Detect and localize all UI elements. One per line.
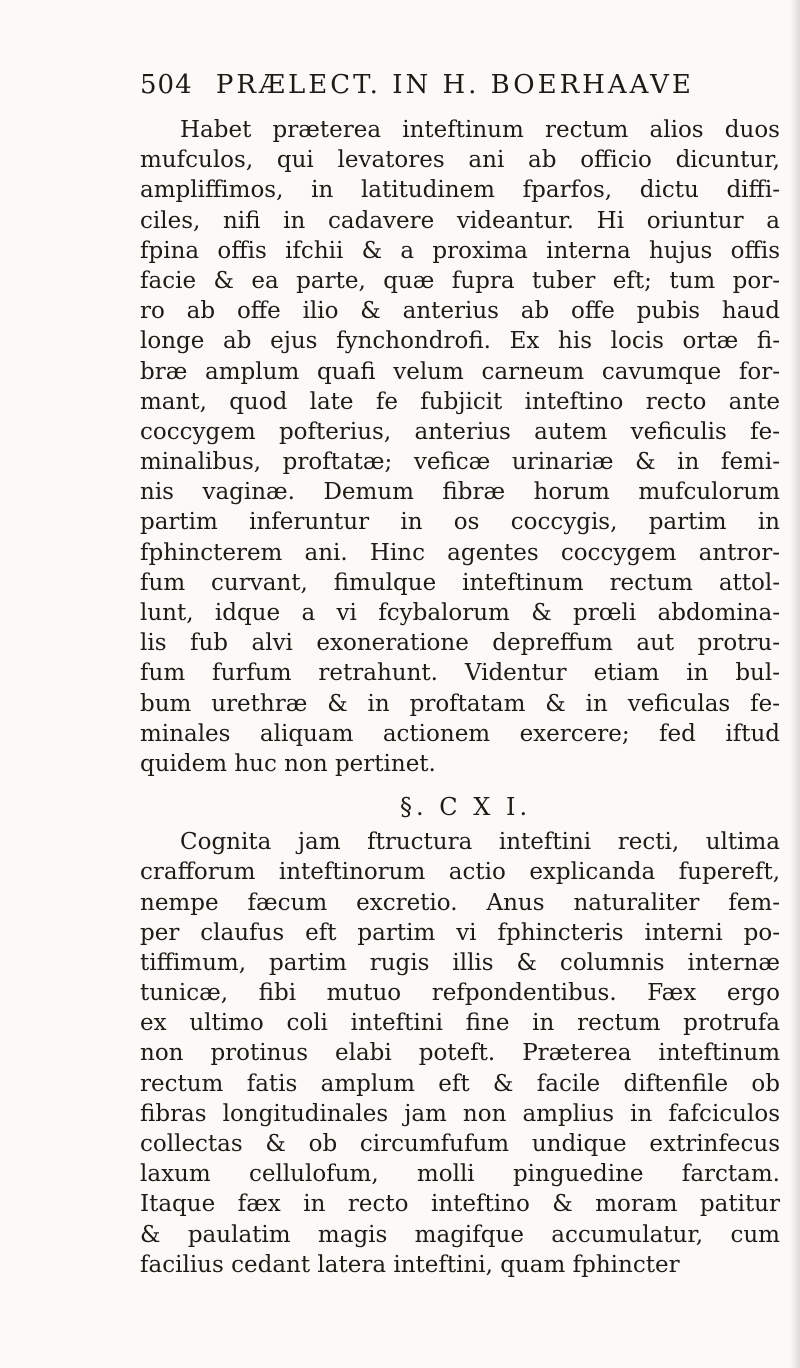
text-line: quidem huc non pertinet. [140, 750, 436, 777]
text-line: fibras longitudinales jam non amplius in fafciculos [140, 1100, 780, 1127]
text-line: Habet præterea inteftinum rectum alios duos [180, 117, 780, 143]
running-head [140, 70, 694, 100]
text-line: bum urethræ & in proftatam & in veficulas fe- [140, 690, 780, 717]
text-line: ro ab offe ilio & anterius ab offe pubis haud [140, 298, 780, 325]
text-line: facilius cedant latera inteftini, quam fphincter [140, 1251, 680, 1278]
text-line: tiffimum, partim rugis illis & columnis internæ [140, 949, 780, 976]
text-line: rectum fatis amplum eft & facile diftenfile ob [140, 1070, 780, 1097]
text-block [140, 115, 780, 1280]
text-line: nis vaginæ. Demum fibræ horum mufculorum [140, 479, 780, 506]
text-line: & paulatim magis magifque accumulatur, cum [140, 1221, 780, 1248]
text-line: per claufus eft partim vi fphincteris interni po- [140, 919, 780, 946]
text-line: longe ab ejus fynchondrofi. Ex his locis ortæ fi- [140, 328, 780, 355]
text-line: fum furfum retrahunt. Videntur etiam in bul- [140, 660, 780, 687]
running-title: PRÆLECT. IN H. BOERHAAVE [215, 70, 694, 100]
text-line: non protinus elabi poteft. Præterea inteftinum [140, 1040, 780, 1067]
text-line: fum curvant, fimulque inteftinum rectum attol- [140, 569, 780, 596]
text-line: partim inferuntur in os coccygis, partim in [140, 509, 780, 536]
text-line: Cognita jam ftructura inteftini recti, ultima [180, 829, 780, 856]
text-line: tunicæ, fibi mutuo refpondentibus. Fæx ergo [140, 980, 780, 1007]
text-line: fpina offis ifchii & a proxima interna hujus offis [140, 237, 780, 264]
paragraph-1 [140, 115, 780, 779]
text-line: fphincterem ani. Hinc agentes coccygem antror- [140, 539, 780, 566]
text-line: minalibus, proftatæ; veficæ urinariæ & in femi- [140, 449, 780, 476]
text-line: minales aliquam actionem exercere; fed iftud [140, 720, 780, 747]
text-line: laxum cellulofum, molli pinguedine farctam. [140, 1161, 780, 1188]
page-number: 504 [140, 70, 193, 100]
text-line: mufculos, qui levatores ani ab officio dicuntur, [140, 147, 780, 174]
text-line: coccygem pofterius, anterius autem veficulis fe- [140, 418, 780, 445]
text-line: ciles, nifi in cadavere videantur. Hi oriuntur a [140, 207, 780, 234]
paragraph-2 [140, 827, 780, 1280]
text-line: Itaque fæx in recto inteftino & moram patitur [140, 1191, 780, 1218]
text-line: bræ amplum quafi velum carneum cavumque for- [140, 358, 780, 385]
text-line: lunt, idque a vi fcybalorum & prœli abdomina- [140, 600, 780, 626]
text-line: ex ultimo coli inteftini fine in rectum protrufa [140, 1010, 780, 1037]
text-line: ampliffimos, in latitudinem fparfos, dictu diffi- [140, 177, 780, 204]
section-heading: §. C X I. [400, 793, 532, 822]
page-edge-shadow [790, 0, 800, 1368]
text-line: mant, quod late fe fubjicit inteftino recto ante [140, 388, 780, 415]
text-line: lis fub alvi exoneratione depreffum aut protru- [140, 630, 780, 657]
text-line: collectas & ob circumfufum undique extrinfecus [140, 1131, 780, 1157]
text-line: crafforum inteftinorum actio explicanda fupereft, [140, 859, 780, 886]
text-line: nempe fæcum excretio. Anus naturaliter fem- [140, 889, 780, 916]
text-line: facie & ea parte, quæ fupra tuber eft; tum por- [140, 267, 780, 294]
